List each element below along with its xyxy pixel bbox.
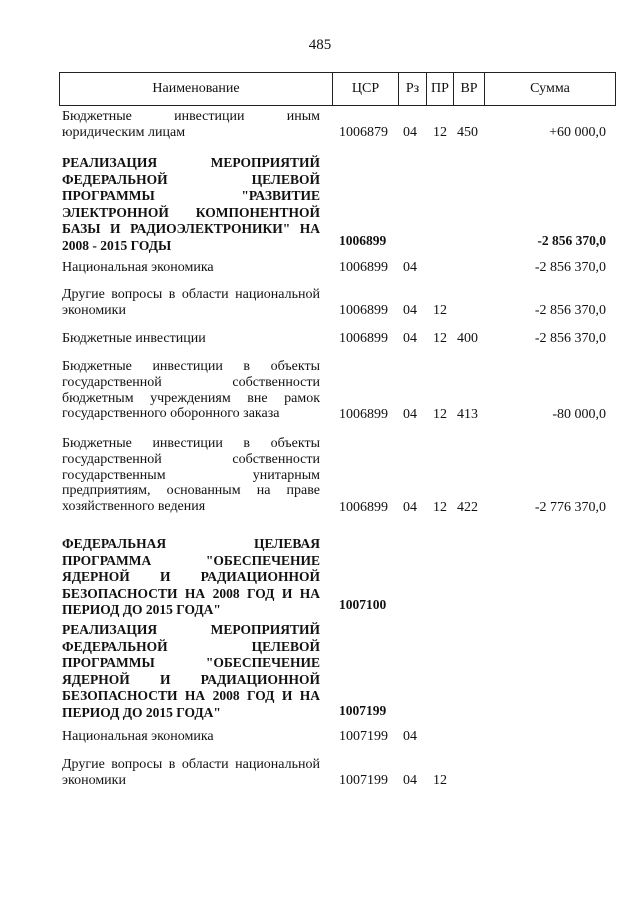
row-name: Бюджетные инвестиции иным юридическим лицам — [62, 109, 320, 140]
row-sum: -2 856 370,0 — [534, 260, 606, 275]
row-vr: 413 — [457, 407, 478, 422]
row-csr: 1007199 — [339, 703, 387, 718]
row-rz: 04 — [403, 500, 417, 515]
table-row — [0, 331, 640, 347]
row-rz: 04 — [403, 773, 417, 788]
row-name: РЕАЛИЗАЦИЯ МЕРОПРИЯТИЙ ФЕДЕРАЛЬНОЙ ЦЕЛЕВОЙ ПРОГРАММЫ "РАЗВИТИЕ ЭЛЕКТРОННОЙ КОМПОНЕНТНОЙ БАЗЫ И РАДИОЭЛЕКТРОНИКИ" НА 2008 - 2015 ГОДЫ — [62, 155, 320, 253]
table-row — [0, 536, 640, 616]
row-sum: -2 776 370,0 — [534, 500, 606, 515]
header-pr: ПР — [427, 73, 454, 105]
table-row — [0, 622, 640, 718]
row-csr: 1006899 — [339, 407, 388, 422]
row-rz: 04 — [403, 260, 417, 275]
row-csr: 1007199 — [339, 773, 388, 788]
row-sum: -80 000,0 — [552, 407, 606, 422]
table-row — [0, 109, 640, 141]
header-vr: ВР — [454, 73, 485, 105]
row-csr: 1007199 — [339, 729, 388, 744]
table-row — [0, 287, 640, 319]
row-sum: -2 856 370,0 — [534, 331, 606, 346]
header-csr: ЦСР — [333, 73, 399, 105]
row-vr: 450 — [457, 125, 478, 140]
row-csr: 1006899 — [339, 260, 388, 275]
row-csr: 1006899 — [339, 233, 387, 248]
row-pr: 12 — [433, 500, 447, 515]
row-csr: 1006879 — [339, 125, 388, 140]
table-row — [0, 155, 640, 251]
row-pr: 12 — [433, 773, 447, 788]
row-csr: 1006899 — [339, 303, 388, 318]
table-row — [0, 729, 640, 745]
row-name: Другие вопросы в области национальной экономики — [62, 287, 320, 318]
row-name: Бюджетные инвестиции в объекты государственной собственности бюджетным учреждениям вне рамок государственного оборонного заказа — [62, 359, 320, 422]
row-vr: 400 — [457, 331, 478, 346]
header-name: Наименование — [60, 73, 333, 105]
table-row — [0, 436, 640, 516]
row-name: Национальная экономика — [62, 729, 214, 744]
row-name: Бюджетные инвестиции — [62, 331, 206, 346]
row-csr: 1007100 — [339, 597, 387, 612]
row-name: РЕАЛИЗАЦИЯ МЕРОПРИЯТИЙ ФЕДЕРАЛЬНОЙ ЦЕЛЕВОЙ ПРОГРАММЫ "ОБЕСПЕЧЕНИЕ ЯДЕРНОЙ И РАДИАЦИОННОЙ БЕЗОПАСНОСТИ НА 2008 ГОД И НА ПЕРИОД ДО 2015 ГОДА" — [62, 622, 320, 720]
row-csr: 1006899 — [339, 331, 388, 346]
page-number: 485 — [308, 37, 332, 53]
row-rz: 04 — [403, 303, 417, 318]
table-row — [0, 359, 640, 423]
row-name: Национальная экономика — [62, 260, 214, 275]
row-sum: +60 000,0 — [549, 125, 606, 140]
row-name: ФЕДЕРАЛЬНАЯ ЦЕЛЕВАЯ ПРОГРАММА "ОБЕСПЕЧЕНИЕ ЯДЕРНОЙ И РАДИАЦИОННОЙ БЕЗОПАСНОСТИ НА 2008 ГОД И НА ПЕРИОД ДО 2015 ГОДА" — [62, 536, 320, 618]
row-sum: -2 856 370,0 — [534, 303, 606, 318]
row-rz: 04 — [403, 729, 417, 744]
row-pr: 12 — [433, 125, 447, 140]
row-name: Бюджетные инвестиции в объекты государственной собственности государственным унитарным предприятиям, основанным на праве хозяйственного ведения — [62, 436, 320, 515]
row-csr: 1006899 — [339, 500, 388, 515]
row-pr: 12 — [433, 303, 447, 318]
table-header — [59, 72, 616, 106]
row-pr: 12 — [433, 331, 447, 346]
header-rz: Рз — [399, 73, 427, 105]
row-rz: 04 — [403, 331, 417, 346]
row-pr: 12 — [433, 407, 447, 422]
table-row — [0, 260, 640, 276]
header-sum: Сумма — [530, 81, 570, 96]
row-name: Другие вопросы в области национальной экономики — [62, 757, 320, 788]
row-rz: 04 — [403, 407, 417, 422]
row-rz: 04 — [403, 125, 417, 140]
row-sum: -2 856 370,0 — [537, 233, 606, 248]
table-row — [0, 757, 640, 789]
row-vr: 422 — [457, 500, 478, 515]
